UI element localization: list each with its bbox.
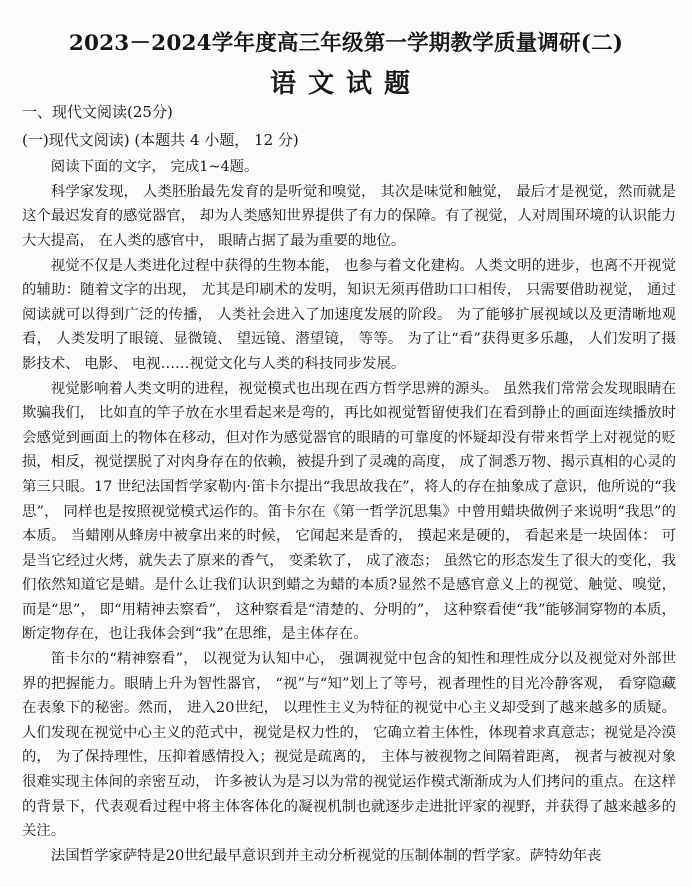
section-heading: 一、现代文阅读(25分) [22,103,173,121]
passage-paragraph-1: 科学家发现， 人类胚胎最先发育的是听觉和嗅觉， 其次是味觉和触觉， 最后才是视觉，然而就是这个最迟发育的感觉器官， 却为人类感知世界提供了有力的保障。有了视觉，人对周围环境的认识能力大大提高， 在人类的感官中， 眼睛占据了最为重要的地位。 [22,183,676,249]
passage-paragraph-3: 视觉影响着人类文明的进程，视觉模式也出现在西方哲学思辨的源头。 虽然我们常常会发现眼睛在欺骗我们， 比如直的竿子放在水里看起来是弯的，再比如视觉暂留使我们在看到静止的画面连续播放时会感觉到画面上的物体在移动，但对作为感觉器官的眼睛的可靠度的怀疑却没有带来哲学上对视觉的贬损，相反，视觉摆脱了对肉身存在的依赖，被提升到了灵魂的高度， 成了洞悉万物、揭示真相的心灵的第三只眼。17 世纪法国哲学家勒内·笛卡尔提出“我思故我在”，将人的存在抽象成了意识，他所说的“我思”， 同样也是按照视觉模式运作的。笛卡尔在《第一哲学沉思集》中曾用蜡块做例子来说明“我思”的本质。 当蜡刚从蜂房中被拿出来的时候， 它闻起来是香的， 摸起来是硬的， 看起来是一块固体： 可是当它经过火烤，就失去了原来的香气， 变柔软了， 成了液态； 虽然它的形态发生了很大的变化，我们依然知道它是蜡。是什么让我们认识到蜡之为蜡的本质?显然不是感官意义上的视觉、触觉、嗅觉，而是“思”， 即“用精神去察看”， 这种察看是“清楚的、分明的”， 这种察看使“我”能够洞穿物的本质， 断定物存在，也让我体会到“我”在思维，是主体存在。 [22,380,676,643]
passage-paragraph-4: 笛卡尔的“精神察看”， 以视觉为认知中心， 强调视觉中包含的知性和理性成分以及视觉对外部世界的把握能力。眼睛上升为智性器官， “视”与“知”划上了等号，视者理性的目光冷静客观， 看穿隐藏在表象下的秘密。然而， 进入20世纪， 以理性主义为特征的视觉中心主义却受到了越来越多的质疑。人们发现在视觉中心主义的范式中，视觉是权力性的， 它确立着主体性，体现着求真意志；视觉是冷漠的， 为了保持理性，压抑着感情投入；视觉是疏离的， 主体与被视物之间隔着距离， 视者与被视对象很难实现主体间的亲密互动， 许多被认为是习以为常的视觉运作模式渐渐成为人们拷问的重点。在这样的背景下，代表观看过程中将主体客体化的凝视机制也就逐步走进批评家的视野，并获得了越来越多的关注。 [22,651,676,840]
section-sub-heading: (一)现代文阅读) (本题共 4 小题， 12 分) [22,130,299,149]
reading-instruction: 阅读下面的文字， 完成1~4题。 [50,159,259,176]
passage-paragraph-2: 视觉不仅是人类进化过程中获得的生物本能， 也参与着文化建构。人类文明的进步，也离不开视觉的辅助：随着文字的出现， 尤其是印刷术的发明，知识无须再借助口口相传， 只需要借助视觉， 通过阅读就可以得到广泛的传播， 人类社会进入了加速度发展的阶段。 为了能够扩展视域以及更清晰地观看， 人类发明了眼镜、显微镜、 望远镜、潜望镜， 等等。 为了让“看”获得更多乐趣， 人们发明了摄影技术、 电影、 电视……视觉文化与人类的科技同步发展。 [22,257,676,372]
exam-title: 2023－2024学年度高三年级第一学期教学质量调研(二) [68,31,624,56]
exam-subject-title: 语文试题 [269,69,422,99]
passage-paragraph-5: 法国哲学家萨特是20世纪最早意识到并主动分析视觉的压制体制的哲学家。萨特幼年丧 [50,847,602,864]
exam-body [22,100,676,868]
